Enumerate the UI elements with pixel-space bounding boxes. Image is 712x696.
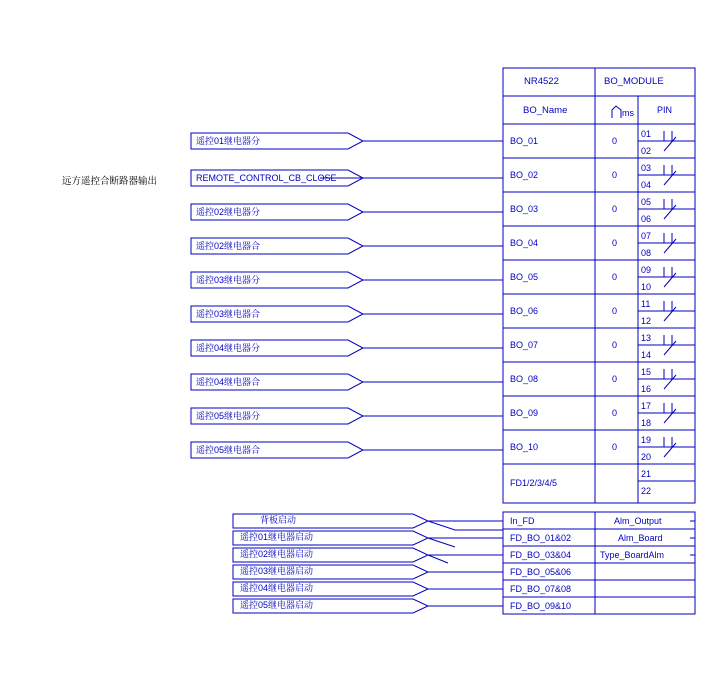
bo-ms-3: 0 [612,204,618,214]
pin-14: 14 [641,350,652,360]
fd-row-name-6: FD_BO_09&10 [510,601,572,611]
bo-name-7: BO_07 [510,340,539,350]
table-device-label: NR4522 [524,76,559,87]
fd-row-value-3: Type_BoardAlm [600,550,665,560]
bo-ms-10: 0 [612,442,618,452]
bo-ms-5: 0 [612,272,618,282]
signal-label-4: 遥控02继电器合 [196,241,261,251]
pin-13: 13 [641,333,652,343]
fd-row-name-2: FD_BO_01&02 [510,533,572,543]
bo-name-10: BO_10 [510,442,539,452]
fd-row-name-5: FD_BO_07&08 [510,584,572,594]
pin-10: 10 [641,282,652,292]
fd-signal-label-5: 遥控04继电器启动 [240,583,314,593]
signal-label-9: 遥控05继电器分 [196,411,261,421]
pin-17: 17 [641,401,652,411]
signal-label-2: REMOTE_CONTROL_CB_CLOSE [196,173,337,183]
pin-21: 21 [641,469,652,479]
pin-15: 15 [641,367,652,377]
bo-ms-9: 0 [612,408,618,418]
signal-label-10: 遥控05继电器合 [196,445,261,455]
bo-name-5: BO_05 [510,272,539,282]
pin-04: 04 [641,180,652,190]
fd-signal-label-6: 遥控05继电器启动 [240,600,314,610]
pin-01: 01 [641,129,652,139]
pin-20: 20 [641,452,652,462]
pin-08: 08 [641,248,652,258]
signal-label-1: 遥控01继电器分 [196,136,261,146]
bo-ms-1: 0 [612,136,618,146]
pin-18: 18 [641,418,652,428]
fd-signal-label-3: 遥控02继电器启动 [240,549,314,559]
signal-label-5: 遥控03继电器分 [196,275,261,285]
left-annotation: 远方遥控合断路器输出 [62,176,158,187]
pin-09: 09 [641,265,652,275]
signal-label-8: 遥控04继电器合 [196,377,261,387]
pin-12: 12 [641,316,652,326]
signal-label-3: 遥控02继电器分 [196,207,261,217]
pin-11: 11 [641,299,651,309]
fd-signal-label-1: 背板启动 [260,515,297,525]
fd-row-name-4: FD_BO_05&06 [510,567,572,577]
fd-row-name-1: In_FD [510,516,535,526]
bo-name-3: BO_03 [510,204,539,214]
column-header-bo-name: BO_Name [523,105,568,116]
bo-name-4: BO_04 [510,238,539,248]
pin-19: 19 [641,435,652,445]
bo-name-9: BO_09 [510,408,539,418]
pin-03: 03 [641,163,652,173]
pin-05: 05 [641,197,652,207]
bo-name-8: BO_08 [510,374,539,384]
table-module-label: BO_MODULE [604,76,664,87]
pin-06: 06 [641,214,652,224]
fd-signal-label-4: 遥控03继电器启动 [240,566,314,576]
bo-name-2: BO_02 [510,170,539,180]
pin-16: 16 [641,384,652,394]
bo-ms-6: 0 [612,306,618,316]
signal-label-7: 遥控04继电器分 [196,343,261,353]
signal-label-6: 遥控03继电器合 [196,309,261,319]
fd-row-value-2: Alm_Board [618,533,663,543]
bo-ms-2: 0 [612,170,618,180]
bo-ms-8: 0 [612,374,618,384]
bo-name-1: BO_01 [510,136,539,146]
fd-signal-label-2: 遥控01继电器启动 [240,532,314,542]
bo-name-fd-group: FD1/2/3/4/5 [510,478,558,488]
bo-ms-7: 0 [612,340,618,350]
fd-row-name-3: FD_BO_03&04 [510,550,572,560]
bo-ms-4: 0 [612,238,618,248]
pin-22: 22 [641,486,652,496]
pin-02: 02 [641,146,652,156]
fd-row-value-1: Alm_Output [614,516,662,526]
bo-name-6: BO_06 [510,306,539,316]
column-header-ms: ms [622,108,634,118]
column-header-pin: PIN [657,105,673,115]
pin-07: 07 [641,231,652,241]
